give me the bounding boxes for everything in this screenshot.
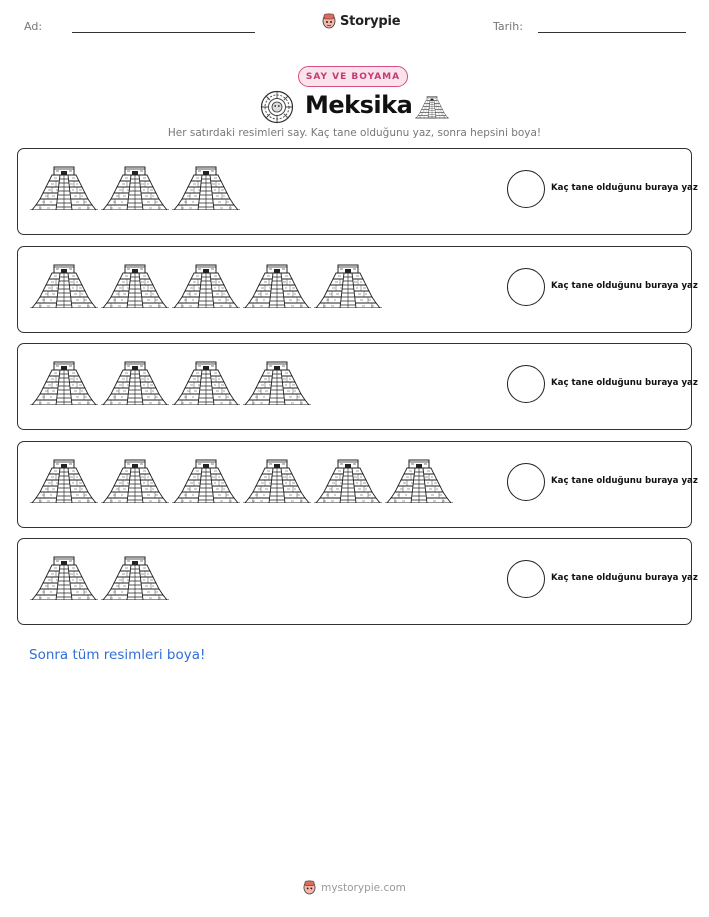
name-label: Ad: bbox=[24, 20, 43, 33]
mayan-pyramid-icon bbox=[172, 264, 240, 308]
counting-row bbox=[17, 148, 698, 235]
answer-circle[interactable] bbox=[507, 268, 545, 306]
mayan-pyramid-icon bbox=[101, 459, 169, 503]
mayan-pyramid-icon bbox=[101, 264, 169, 308]
answer-prompt: Kaç tane olduğunu buraya yaz bbox=[551, 378, 698, 388]
storypie-mascot-icon bbox=[303, 880, 316, 895]
answer-circle[interactable] bbox=[507, 365, 545, 403]
date-label: Tarih: bbox=[493, 20, 523, 33]
footer bbox=[0, 880, 709, 895]
mayan-pyramid-icon bbox=[30, 459, 98, 503]
aztec-calendar-icon bbox=[260, 90, 294, 124]
answer-prompt: Kaç tane olduğunu buraya yaz bbox=[551, 475, 698, 486]
answer-prompt: Kaç tane olduğunu buraya yaz bbox=[551, 280, 698, 291]
brand-logo bbox=[322, 13, 400, 29]
mayan-pyramid-icon bbox=[172, 361, 240, 405]
answer-circle[interactable] bbox=[507, 170, 545, 208]
footer-site: mystorypie.com bbox=[321, 881, 406, 894]
mayan-pyramid-icon bbox=[101, 166, 169, 210]
date-line[interactable] bbox=[538, 32, 686, 33]
mayan-pyramid-icon bbox=[101, 361, 169, 405]
page-title: Meksika bbox=[305, 91, 413, 119]
activity-badge: SAY VE BOYAMA bbox=[298, 66, 408, 87]
mayan-pyramid-icon bbox=[172, 166, 240, 210]
mayan-pyramid-icon bbox=[385, 459, 453, 503]
answer-circle[interactable] bbox=[507, 463, 545, 501]
counting-row bbox=[17, 343, 698, 430]
mayan-pyramid-icon bbox=[30, 264, 98, 308]
mayan-pyramid-icon bbox=[30, 361, 98, 405]
counting-row bbox=[17, 246, 698, 333]
mayan-pyramid-icon bbox=[172, 459, 240, 503]
name-line[interactable] bbox=[72, 32, 255, 33]
mayan-pyramid-icon bbox=[101, 556, 169, 600]
title-row bbox=[0, 90, 709, 124]
mayan-pyramid-icon bbox=[30, 556, 98, 600]
mayan-pyramid-icon bbox=[243, 361, 311, 405]
mayan-pyramid-icon bbox=[314, 264, 382, 308]
answer-prompt: Kaç tane olduğunu buraya yaz bbox=[551, 183, 698, 193]
mayan-pyramid-icon bbox=[243, 264, 311, 308]
closing-instruction: Sonra tüm resimleri boya! bbox=[29, 647, 206, 663]
instruction-text: Her satırdaki resimleri say. Kaç tane olduğunu yaz, sonra hepsini boya! bbox=[167, 127, 542, 139]
brand-name: Storypie bbox=[340, 13, 401, 29]
storypie-mascot-icon bbox=[322, 13, 336, 29]
counting-row bbox=[17, 538, 698, 625]
mayan-pyramid-icon bbox=[243, 459, 311, 503]
answer-prompt: Kaç tane olduğunu buraya yaz bbox=[551, 573, 698, 583]
mayan-pyramid-icon bbox=[314, 459, 382, 503]
answer-circle[interactable] bbox=[507, 560, 545, 598]
mayan-pyramid-icon bbox=[30, 166, 98, 210]
counting-row bbox=[17, 441, 698, 528]
pyramid-icon bbox=[415, 92, 449, 122]
